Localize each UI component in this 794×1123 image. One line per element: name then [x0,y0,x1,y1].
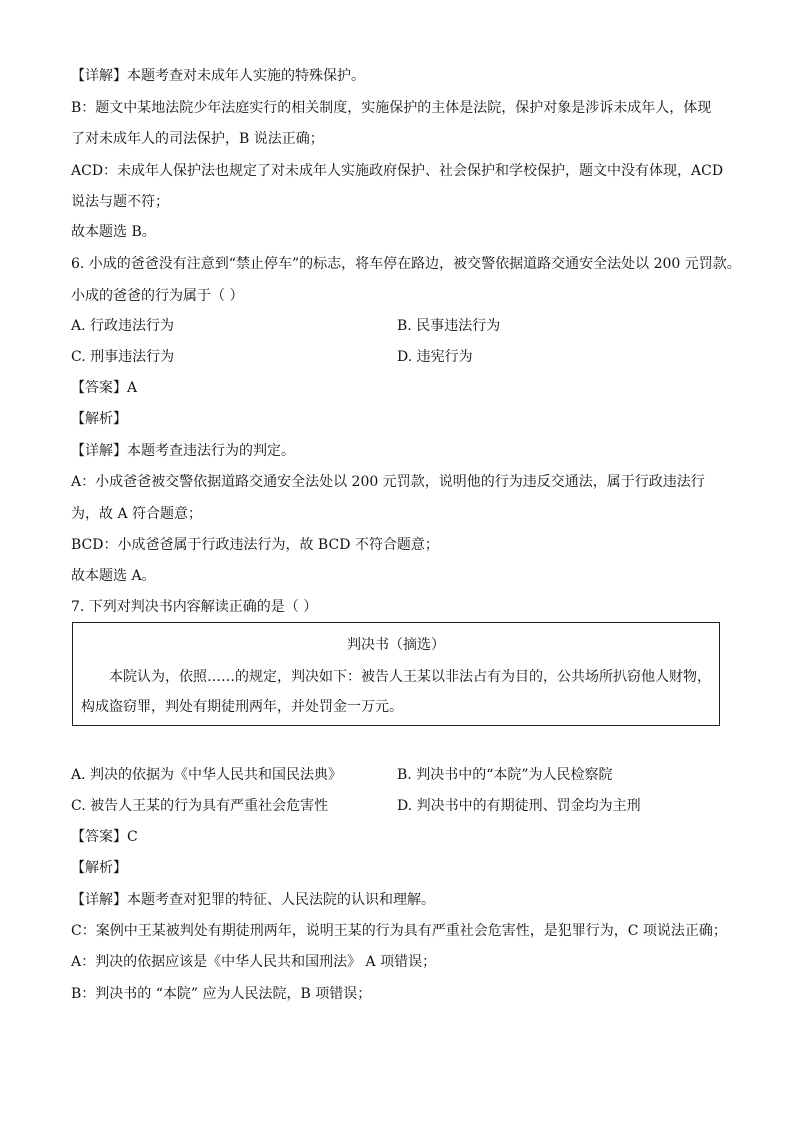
q7-answer: 【答案】C [71,829,138,845]
excerpt-line1: 本院认为，依照……的规定，判决如下：被告人王某以非法占有为目的，公共场所扒窃他人财物， [109,669,711,685]
excerpt-line2: 构成盗窃罪，判处有期徒刑两年，并处罚金一万元。 [81,699,403,715]
q6-a-line2: 为，故 A 符合题意； [71,506,203,522]
q7-analysis-label: 【解析】 [71,860,127,876]
q6-analysis-label: 【解析】 [71,411,127,427]
q7-option-d: D. 判决书中的有期徒刑、罚金均为主刑 [397,798,641,814]
q6-bcd: BCD：小成爸爸属于行政违法行为，故 BCD 不符合题意； [71,537,439,553]
prev-b-line2: 了对未成年人的司法保护，B 说法正确； [71,131,324,147]
q7-option-a: A. 判决的依据为《中华人民共和国民法典》 [71,767,343,783]
q7-detail: 【详解】本题考查对犯罪的特征、人民法院的认识和理解。 [71,892,435,908]
q6-option-d: D. 违宪行为 [397,349,473,365]
prev-b-line1: B：题文中某地法院少年法庭实行的相关制度，实施保护的主体是法院，保护对象是涉诉未成年人，体现 [71,100,712,116]
q6-answer: 【答案】A [71,380,138,396]
q6-option-a: A. 行政违法行为 [71,318,175,334]
q6-stem-line1: 6. 小成的爸爸没有注意到“禁止停车”的标志，将车停在路边，被交警依据道路交通安全法处以 200 元罚款。 [71,256,741,272]
q6-a-line1: A：小成爸爸被交警依据道路交通安全法处以 200 元罚款，说明他的行为违反交通法，属于行政违法行 [71,474,705,490]
q7-option-b: B. 判决书中的“本院”为人民检察院 [397,767,613,783]
q7-a-line: A：判决的依据应该是《中华人民共和国刑法》 A 项错误； [71,954,437,970]
q6-option-c: C. 刑事违法行为 [71,349,175,365]
q6-conclusion: 故本题选 A。 [71,568,156,584]
prev-detail: 【详解】本题考查对未成年人实施的特殊保护。 [71,68,365,84]
prev-conclusion: 故本题选 B。 [71,224,156,240]
q7-stem: 7. 下列对判决书内容解读正确的是（ ） [71,599,318,615]
prev-acd-line1: ACD：未成年人保护法也规定了对未成年人实施政府保护、社会保护和学校保护，题文中没有体现，ACD [71,163,724,179]
prev-acd-line2: 说法与题不符； [71,194,169,210]
q6-stem-line2: 小成的爸爸的行为属于（ ） [71,288,244,304]
q7-option-c: C. 被告人王某的行为具有严重社会危害性 [71,798,329,814]
q6-detail: 【详解】本题考查违法行为的判定。 [71,443,295,459]
q7-c-line: C：案例中王某被判处有期徒刑两年，说明王某的行为具有严重社会危害性，是犯罪行为，C 项说法正确； [71,923,727,939]
excerpt-title: 判决书（摘选） [347,637,445,653]
q7-b-line: B：判决书的 “本院” 应为人民法院，B 项错误； [71,986,372,1002]
judgment-excerpt-box [72,622,720,726]
q6-option-b: B. 民事违法行为 [397,318,501,334]
